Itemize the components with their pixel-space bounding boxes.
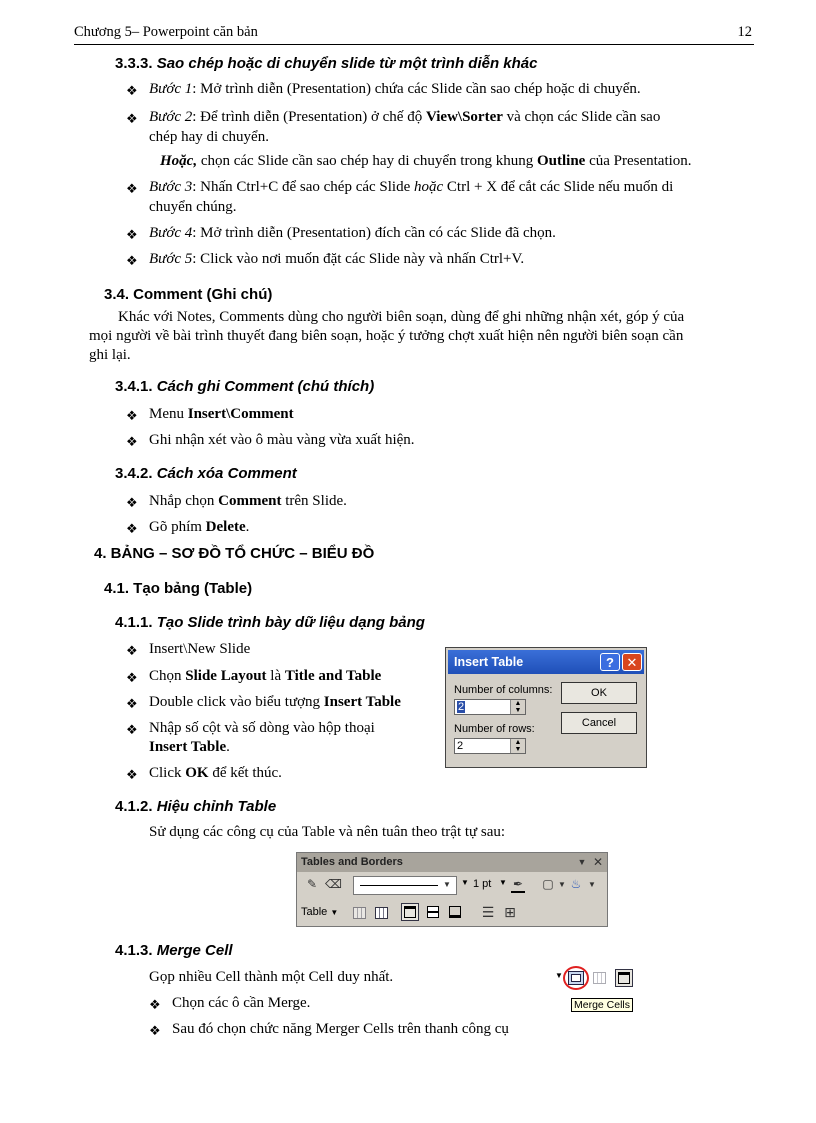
spinner-arrows-icon[interactable]: ▲ ▼: [510, 700, 525, 714]
dialog-title: Insert Table: [454, 655, 524, 669]
cancel-button[interactable]: Cancel: [561, 712, 637, 734]
dropdown-arrow-icon: ▼: [499, 878, 507, 887]
dropdown-arrow-icon[interactable]: ▼: [577, 857, 587, 867]
dropdown-arrow-icon: ▼: [330, 908, 339, 917]
list-item: Chọn các ô cần Merge.: [172, 995, 311, 1011]
table-menu-label: Table: [301, 906, 328, 918]
pencil-icon[interactable]: ✎: [306, 877, 318, 891]
header-title: Chương 5– Powerpoint căn bản: [74, 24, 258, 40]
line-style-select[interactable]: [353, 876, 457, 895]
section-heading-3-4: 3.4. Comment (Ghi chú): [104, 286, 273, 303]
align-bottom-icon[interactable]: [449, 906, 461, 918]
section-heading-3-4-1: 3.4.1. Cách ghi Comment (chú thích): [115, 378, 375, 395]
toolbar-title: Tables and Borders: [301, 856, 403, 868]
list-item: Gõ phím Delete.: [149, 519, 250, 535]
close-button[interactable]: ✕: [622, 653, 642, 671]
heading-number: 3.3.3.: [115, 55, 153, 72]
list-item: Chọn Slide Layout là Title and Table: [149, 668, 382, 684]
bullet-icon: ❖: [126, 227, 138, 242]
help-button[interactable]: ?: [600, 653, 620, 671]
paragraph-line: mọi người về bài trình thuyết đang biên soạn, hoặc ý tưởng chợt xuất hiện nên người biên soạn cần: [89, 328, 684, 344]
rows-value: 2: [457, 740, 464, 752]
bullet-icon: ❖: [126, 696, 138, 711]
merge-cells-icon[interactable]: [353, 907, 366, 919]
rows-spinner[interactable]: [454, 738, 526, 754]
section-heading-4: 4. BẢNG – SƠ ĐỒ TỔ CHỨC – BIỂU ĐỒ: [94, 545, 375, 562]
bullet-icon: ❖: [126, 434, 138, 449]
ok-button[interactable]: OK: [561, 682, 637, 704]
step-5: Bước 5: Click vào nơi muốn đặt các Slide này và nhấn Ctrl+V.: [149, 251, 525, 267]
merge-cells-inner: [571, 974, 581, 982]
dropdown-arrow-icon: ▼: [461, 878, 469, 887]
paragraph-line: ghi lại.: [89, 347, 131, 363]
heading-title: Sao chép hoặc di chuyển slide từ một trình diễn khác: [156, 55, 538, 72]
page-number: 12: [737, 24, 752, 40]
step-2-cont: chép hay di chuyển.: [149, 129, 269, 145]
bullet-icon: ❖: [126, 408, 138, 423]
bullet-icon: ❖: [126, 521, 138, 536]
merge-cells-icon[interactable]: [568, 971, 584, 985]
line-weight-select[interactable]: [459, 876, 509, 893]
dropdown-arrow-icon[interactable]: ▼: [588, 880, 596, 889]
list-item: Click OK để kết thúc.: [149, 765, 282, 781]
list-item: Insert\New Slide: [149, 641, 251, 657]
merge-cells-snippet: [555, 966, 653, 1016]
line-sample: [360, 885, 438, 886]
bullet-icon: ❖: [126, 643, 138, 658]
bullet-icon: ❖: [149, 1023, 161, 1038]
eraser-icon[interactable]: ⌫: [325, 877, 342, 891]
section-heading-4-1: 4.1. Tạo bảng (Table): [104, 580, 253, 597]
dropdown-arrow-icon: ▼: [555, 971, 563, 980]
fill-color-icon[interactable]: ♨: [570, 877, 582, 891]
columns-value: 2: [458, 701, 465, 713]
columns-label: Number of columns:: [454, 684, 553, 696]
bullet-icon: ❖: [126, 111, 138, 126]
dropdown-arrow-icon[interactable]: ▼: [558, 880, 566, 889]
section-heading-3-3-3: [115, 55, 537, 72]
alternative-note: Hoặc, chọn các Slide cần sao chép hay di chuyển trong khung Outline của Presentation.: [160, 153, 692, 169]
align-top-button[interactable]: [401, 903, 419, 921]
paragraph-line: Gọp nhiều Cell thành một Cell duy nhất.: [149, 969, 394, 985]
distribute-rows-icon[interactable]: ☰: [481, 904, 495, 920]
bullet-icon: ❖: [126, 181, 138, 196]
rows-label: Number of rows:: [454, 723, 535, 735]
list-item: Sau đó chọn chức năng Merger Cells trên thanh công cụ: [172, 1021, 509, 1037]
bullet-icon: ❖: [126, 253, 138, 268]
list-item: Ghi nhận xét vào ô màu vàng vừa xuất hiện.: [149, 432, 415, 448]
section-heading-4-1-1: 4.1.1. Tạo Slide trình bày dữ liệu dạng bảng: [115, 614, 425, 631]
list-item-cont: Insert Table.: [149, 739, 230, 755]
spinner-arrows-icon[interactable]: ▲ ▼: [510, 739, 525, 753]
list-item: Nhắp chọn Comment trên Slide.: [149, 493, 347, 509]
step-1: Bước 1: Mở trình diễn (Presentation) chứa các Slide cần sao chép hoặc di chuyển.: [149, 81, 641, 97]
center-vertically-icon[interactable]: [427, 906, 439, 918]
bullet-icon: ❖: [126, 722, 138, 737]
list-item: Menu Insert\Comment: [149, 406, 294, 422]
bullet-icon: ❖: [126, 767, 138, 782]
border-color-icon[interactable]: ✒: [512, 877, 524, 891]
step-2: Bước 2: Để trình diễn (Presentation) ở chế độ View\Sorter và chọn các Slide cần sao: [149, 109, 661, 125]
table-menu-button[interactable]: [301, 906, 338, 918]
line-weight-value: 1 pt: [473, 878, 492, 890]
insert-table-dialog: [445, 647, 647, 768]
step-3-cont: chuyển chúng.: [149, 199, 237, 215]
split-cells-icon[interactable]: [593, 972, 606, 984]
tables-borders-toolbar: [296, 852, 608, 927]
step-3: Bước 3: Nhấn Ctrl+C để sao chép các Slide hoặc Ctrl + X để cắt các Slide nếu muốn di: [149, 179, 674, 195]
section-heading-3-4-2: 3.4.2. Cách xóa Comment: [115, 465, 297, 482]
toolbar-titlebar: [297, 853, 607, 872]
close-icon[interactable]: ✕: [592, 855, 604, 869]
paragraph-line: Sử dụng các công cụ của Table và nên tuân theo trật tự sau:: [149, 824, 506, 840]
step-4: Bước 4: Mở trình diễn (Presentation) đích cần có các Slide đã chọn.: [149, 225, 556, 241]
list-item: Double click vào biểu tượng Insert Table: [149, 694, 401, 710]
align-top-icon: [618, 972, 630, 984]
dialog-titlebar: [448, 650, 644, 674]
dropdown-arrow-icon: ▼: [443, 880, 451, 889]
color-bar: [511, 891, 525, 893]
list-item: Nhập số cột và số dòng vào hộp thoại: [149, 720, 375, 736]
distribute-columns-icon[interactable]: ⊞: [504, 904, 516, 920]
split-cells-icon[interactable]: [375, 907, 388, 919]
bullet-icon: ❖: [149, 997, 161, 1012]
section-heading-4-1-2: 4.1.2. Hiệu chỉnh Table: [115, 798, 277, 815]
align-top-button[interactable]: [615, 969, 633, 987]
bullet-icon: ❖: [126, 83, 138, 98]
columns-spinner[interactable]: [454, 699, 526, 715]
bullet-icon: ❖: [126, 495, 138, 510]
paragraph-line: Khác với Notes, Comments dùng cho người biên soạn, dùng để ghi những nhận xét, góp ý của: [118, 309, 685, 325]
borders-icon[interactable]: ▢: [542, 877, 554, 891]
align-top-icon: [404, 906, 416, 918]
bullet-icon: ❖: [126, 670, 138, 685]
section-heading-4-1-3: 4.1.3. Merge Cell: [115, 942, 233, 959]
page-header: [74, 24, 754, 45]
merge-cells-tooltip: Merge Cells: [571, 998, 633, 1012]
